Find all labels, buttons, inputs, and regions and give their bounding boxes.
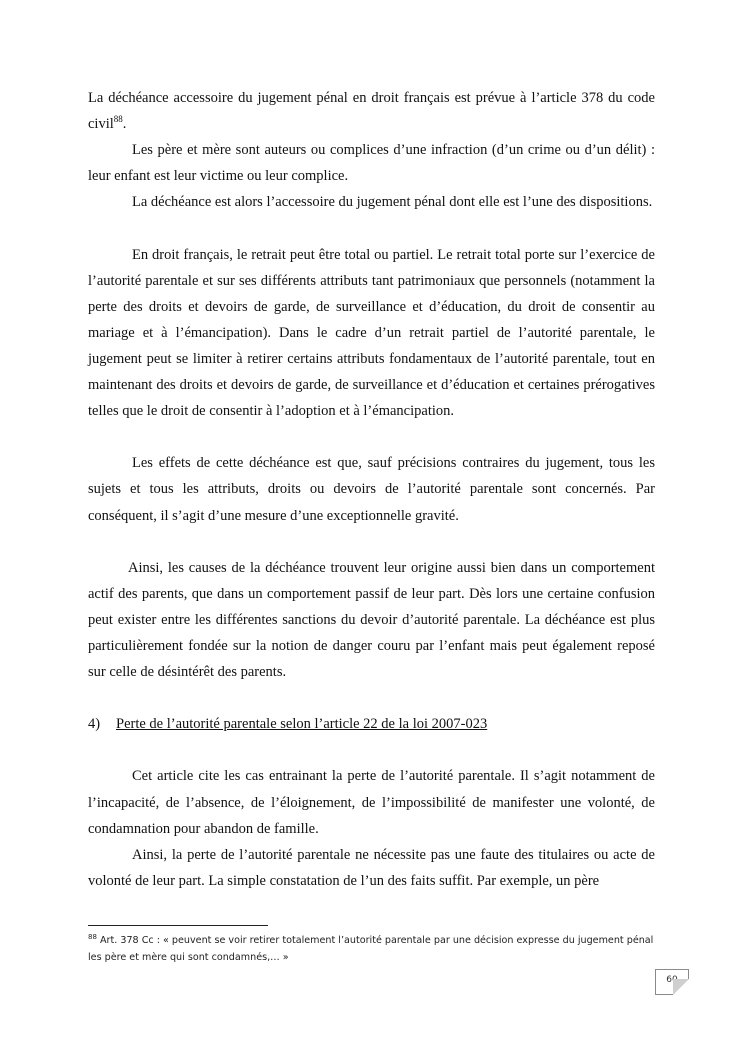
- section-heading-number: 4): [88, 716, 101, 733]
- paragraph-5: Les effets de cette déchéance est que, sauf précisions contraires du jugement, tous les sujets et tous les attributs, droits ou devoirs de l’autorité parentale sont concernés. Par conséquent, il s’agit d’une mesure d’une exceptionnelle gravité.: [88, 455, 655, 524]
- footnote-separator: [88, 925, 268, 926]
- paragraph-7: Cet article cite les cas entrainant la perte de l’autorité parentale. Il s’agit notamment de l’incapacité, de l’absence, de l’éloignement, de l’impossibilité de manifester une volonté, de condamnation pour abandon de famille.: [88, 768, 655, 837]
- paragraph-3: La déchéance est alors l’accessoire du jugement pénal dont elle est l’une des dispositions.: [132, 194, 653, 211]
- paragraph-2: Les père et mère sont auteurs ou complices d’une infraction (d’un crime ou d’un délit) : leur enfant est leur victime ou leur complice.: [88, 142, 655, 185]
- page-number: 60: [666, 975, 678, 985]
- footnote-number: 88: [88, 932, 97, 941]
- body-text: [88, 85, 655, 894]
- paragraph-1: [88, 85, 655, 137]
- blank-line: [88, 529, 655, 555]
- page-number-box: [655, 969, 689, 995]
- blank-line: [88, 424, 655, 450]
- blank-line: [88, 737, 655, 763]
- footnote: [88, 932, 658, 966]
- section-heading-title: Perte de l’autorité parentale selon l’article 22 de la loi 2007-023: [116, 716, 488, 733]
- paragraph-6: Ainsi, les causes de la déchéance trouvent leur origine aussi bien dans un comportement actif des parents, que dans un comportement passif de leur part. Dès lors une certaine confusion peut exister entre les différentes sanctions du devoir d’autorité parentale. La déchéance est plus particulièrement fondée sur la notion de danger couru par l’enfant mais peut également reposé sur celle de désintérêt des parents.: [88, 559, 655, 681]
- blank-line: [88, 685, 655, 711]
- footnote-text: Art. 378 Cc : « peuvent se voir retirer totalement l’autorité parentale par une décision expresse du jugement pénal les père et mère qui sont condamnés,… »: [88, 935, 654, 963]
- paragraph-4: En droit français, le retrait peut être total ou partiel. Le retrait total porte sur l’exercice de l’autorité parentale et sur ses différents attributs tant patrimoniaux que personnels (notamment la perte des droits et devoirs de garde, de surveillance et d’éducation, du droit de consentir au mariage et à l’émancipation). Dans le cadre d’un retrait partiel de l’autorité parentale, le jugement peut se limiter à retirer certains attributs fondamentaux de l’autorité parentale, tout en maintenant des droits et devoirs de garde, de surveillance et d’éducation et certaines prérogatives telles que le droit de consentir à l’adoption et à l’émancipation.: [88, 246, 655, 420]
- footnote-reference[interactable]: 88: [113, 114, 123, 125]
- paragraph-8: Ainsi, la perte de l’autorité parentale ne nécessite pas une faute des titulaires ou acte de volonté de leur part. La simple constatation de l’un des faits suffit. Par exemple, un père: [88, 846, 655, 889]
- paragraph-1-text: La déchéance accessoire du jugement pénal en droit français est prévue à l’article 378 du code civil: [88, 90, 655, 133]
- section-heading: [88, 711, 655, 737]
- blank-line: [88, 215, 655, 241]
- paragraph-1-end: .: [122, 116, 127, 133]
- page-curl-icon: [673, 979, 689, 995]
